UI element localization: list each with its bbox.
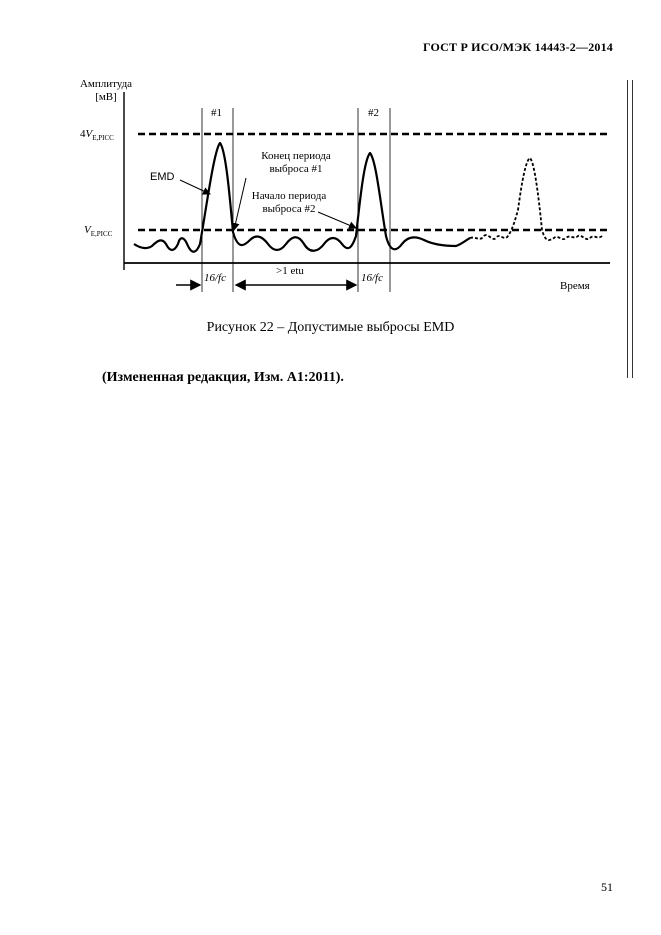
x-axis-label: Время: [560, 280, 590, 292]
low-level-label: [84, 224, 112, 238]
start-period-line1: Начало периода: [251, 190, 327, 202]
document-header: ГОСТ Р ИСО/МЭК 14443-2—2014: [422, 40, 613, 54]
figure-caption: Рисунок 22 – Допустимые выбросы EMD: [206, 320, 455, 335]
interval-gap-label: >1 etu: [276, 265, 304, 277]
y-axis-label-line1: Амплитуда: [79, 78, 133, 90]
start-period-label: [240, 190, 338, 215]
end-period-line2: выброса #1: [269, 162, 323, 175]
y-axis-label: [66, 78, 146, 103]
high-level-label: [80, 128, 114, 142]
start-period-line2: выброса #2: [262, 202, 316, 215]
marker-2: #2: [368, 107, 379, 119]
high-level-sub: E,PICC: [92, 134, 114, 143]
emd-figure: [0, 0, 661, 320]
interval-1-label: 16/fc: [204, 272, 226, 284]
signal-trace-noisy: [470, 158, 602, 240]
marker-1: #1: [211, 107, 222, 119]
end-period-label: [250, 150, 342, 175]
y-axis-label-line2: [мВ]: [95, 90, 117, 103]
emd-label: EMD: [150, 171, 175, 183]
page-number: 51: [601, 880, 613, 894]
high-level-coef: 4: [80, 128, 86, 140]
interval-2-label: 16/fc: [361, 272, 383, 284]
end-period-line1: Конец периода: [261, 150, 331, 162]
low-level-symbol: V: [84, 224, 91, 236]
amendment-note: (Измененная редакция, Изм. А1:2011).: [102, 370, 344, 385]
emd-pointer: [180, 180, 210, 194]
high-level-symbol: V: [85, 128, 93, 140]
low-level-sub: E,PICC: [90, 230, 113, 239]
